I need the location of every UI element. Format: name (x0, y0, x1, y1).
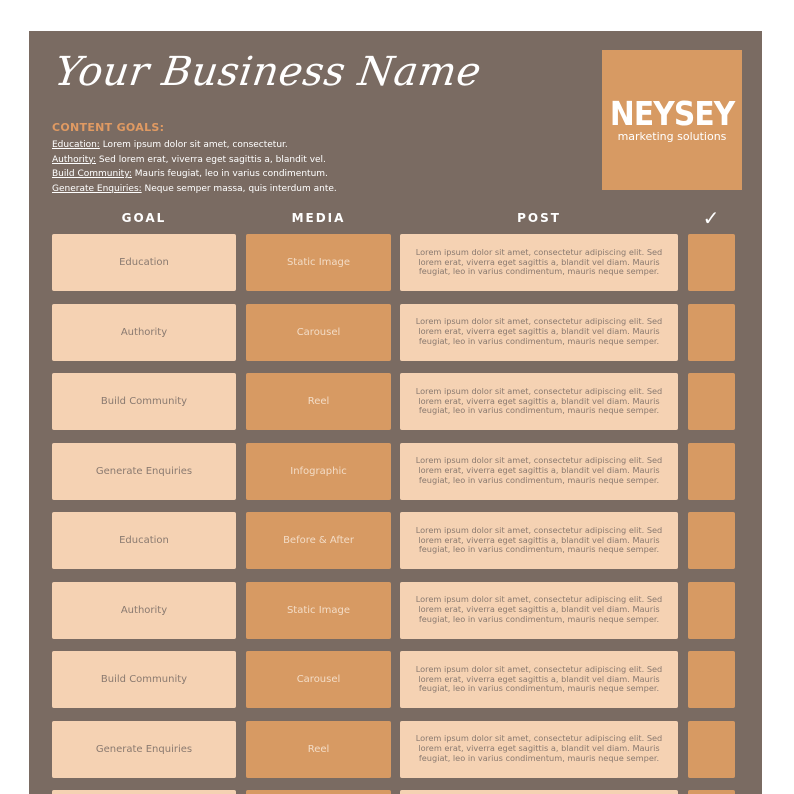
goal-cell: Education (52, 512, 236, 569)
media-cell: Reel (246, 373, 391, 430)
goal-cell: Build Community (52, 373, 236, 430)
media-cell: Before & After (246, 512, 391, 569)
goal-definition-generate-enquiries (52, 182, 412, 197)
goal-description: Neque semper massa, quis interdum ante. (141, 183, 337, 194)
media-cell: Reel (246, 721, 391, 778)
goal-cell: Generate Enquiries (52, 443, 236, 500)
goal-cell: Authority (52, 582, 236, 639)
checkbox[interactable] (688, 721, 735, 778)
checkbox[interactable] (688, 582, 735, 639)
logo-wordmark: NEYSEY (609, 93, 735, 133)
brand-logo (602, 50, 742, 190)
table-row (52, 582, 742, 639)
media-cell: Static Image (246, 582, 391, 639)
goal-cell: Education (52, 234, 236, 291)
post-cell: Lorem ipsum dolor sit amet, consectetur adipiscing elit. Sed lorem erat, viverra eget sagittis a, blandit vel diam. Mauris feugiat, leo in varius condimentum, mauris neque semper. (400, 304, 678, 361)
table-row (52, 443, 742, 500)
content-table (52, 234, 742, 794)
table-header (52, 207, 742, 229)
post-cell: Lorem ipsum dolor sit amet, consectetur adipiscing elit. Sed lorem erat, viverra eget sagittis a, blandit vel diam. Mauris feugiat, leo in varius condimentum, mauris neque semper. (400, 651, 678, 708)
table-row (52, 721, 742, 778)
table-row (52, 304, 742, 361)
goal-cell: Generate Enquiries (52, 721, 236, 778)
checkmark-icon: ✓ (702, 206, 720, 230)
table-row (52, 234, 742, 291)
goal-cell (52, 790, 236, 794)
goal-definition-build-community (52, 167, 412, 182)
post-cell: Lorem ipsum dolor sit amet, consectetur adipiscing elit. Sed lorem erat, viverra eget sagittis a, blandit vel diam. Mauris feugiat, leo in varius condimentum, mauris neque semper. (400, 373, 678, 430)
goal-term: Authority: (52, 154, 97, 165)
column-header-media: MEDIA (291, 211, 346, 225)
goal-definition-authority (52, 153, 412, 168)
goal-term: Build Community: (52, 169, 132, 179)
table-row (52, 651, 742, 708)
checkbox[interactable] (688, 304, 735, 361)
content-goals-list (52, 138, 412, 196)
checkbox[interactable] (688, 651, 735, 708)
table-row (52, 790, 742, 794)
column-header-goal: GOAL (121, 211, 167, 225)
post-cell: Lorem ipsum dolor sit amet, consectetur adipiscing elit. Sed lorem erat, viverra eget sagittis a, blandit vel diam. Mauris feugiat, leo in varius condimentum, mauris neque semper. (400, 443, 678, 500)
media-cell (246, 790, 391, 794)
checkbox[interactable] (688, 234, 735, 291)
goal-term: Generate Enquiries: (52, 183, 142, 194)
table-row (52, 373, 742, 430)
checkbox[interactable] (688, 373, 735, 430)
post-cell (400, 790, 678, 794)
table-row (52, 512, 742, 569)
goal-description: Mauris feugiat, leo in varius condimentum. (131, 169, 328, 179)
goal-description: Lorem ipsum dolor sit amet, consectetur. (99, 140, 288, 150)
goal-cell: Authority (52, 304, 236, 361)
logo-tagline: marketing solutions (617, 129, 727, 143)
post-cell: Lorem ipsum dolor sit amet, consectetur adipiscing elit. Sed lorem erat, viverra eget sagittis a, blandit vel diam. Mauris feugiat, leo in varius condimentum, mauris neque semper. (400, 234, 678, 291)
media-cell: Carousel (246, 304, 391, 361)
business-name-title: Your Business Name (52, 49, 485, 95)
goal-definition-education (52, 138, 412, 153)
checkbox[interactable] (688, 443, 735, 500)
media-cell: Static Image (246, 234, 391, 291)
column-header-post: POST (517, 211, 561, 225)
post-cell: Lorem ipsum dolor sit amet, consectetur adipiscing elit. Sed lorem erat, viverra eget sagittis a, blandit vel diam. Mauris feugiat, leo in varius condimentum, mauris neque semper. (400, 512, 678, 569)
goal-description: Sed lorem erat, viverra eget sagittis a, blandit vel. (96, 154, 326, 165)
planner-page (29, 31, 762, 794)
checkbox[interactable] (688, 790, 735, 794)
goal-cell: Build Community (52, 651, 236, 708)
checkbox[interactable] (688, 512, 735, 569)
post-cell: Lorem ipsum dolor sit amet, consectetur adipiscing elit. Sed lorem erat, viverra eget sagittis a, blandit vel diam. Mauris feugiat, leo in varius condimentum, mauris neque semper. (400, 721, 678, 778)
media-cell: Carousel (246, 651, 391, 708)
media-cell: Infographic (246, 443, 391, 500)
goal-term: Education: (52, 140, 100, 150)
post-cell: Lorem ipsum dolor sit amet, consectetur adipiscing elit. Sed lorem erat, viverra eget sagittis a, blandit vel diam. Mauris feugiat, leo in varius condimentum, mauris neque semper. (400, 582, 678, 639)
content-goals-heading: CONTENT GOALS: (52, 121, 165, 134)
